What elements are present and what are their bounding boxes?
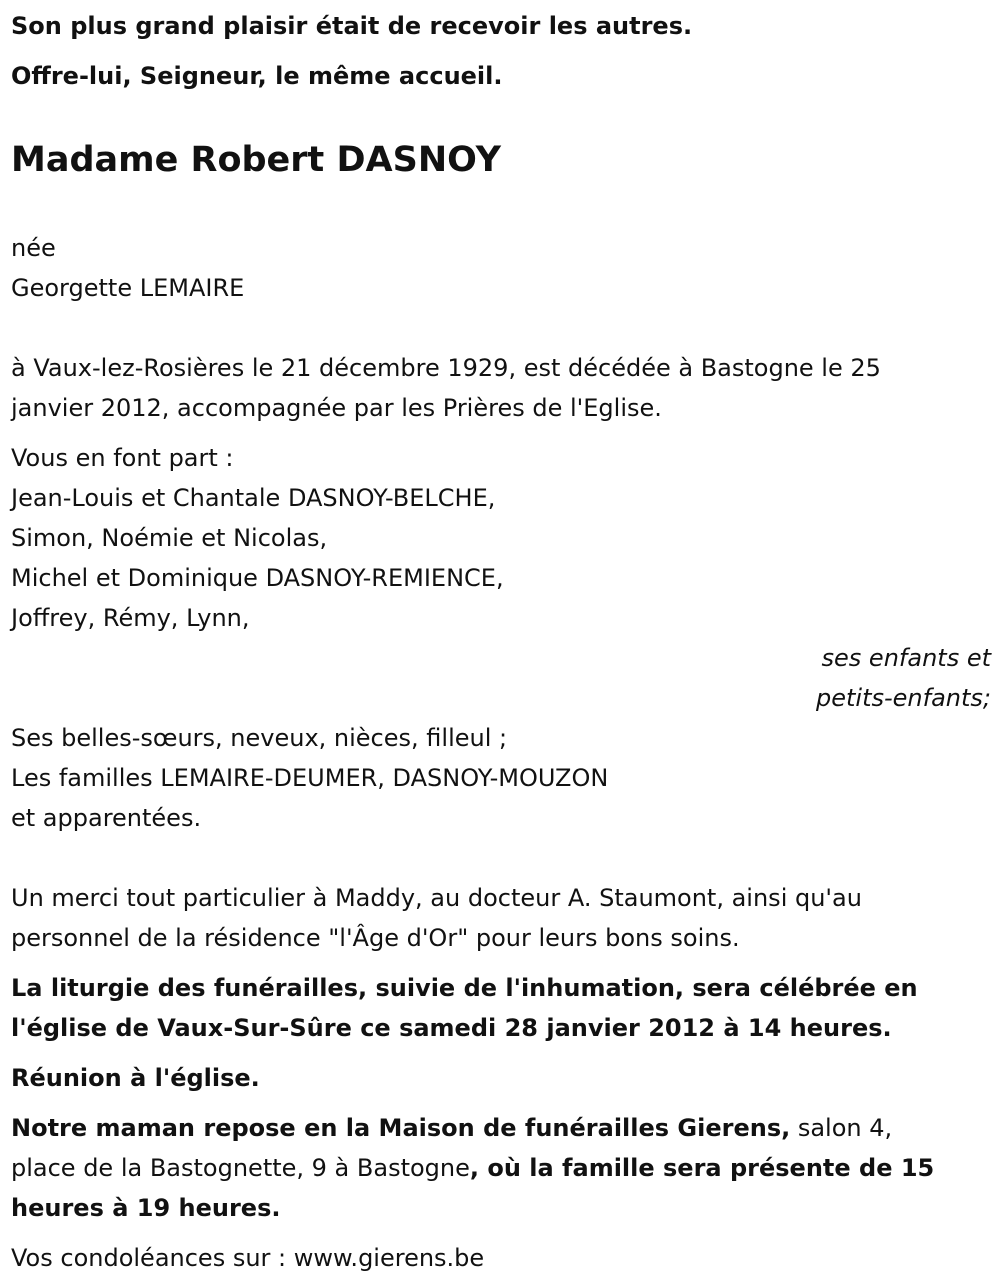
deceased-name: Madame Robert DASNOY <box>11 140 501 180</box>
epigraph-line-1: Son plus grand plaisir était de recevoir les autres. <box>11 12 693 40</box>
epigraph-line-2: Offre-lui, Seigneur, le même accueil. <box>11 62 503 90</box>
relation-line-2: petits-enfants; <box>816 684 991 712</box>
condolences-line: Vos condoléances sur : www.gierens.be <box>11 1244 485 1272</box>
announcement-line-2: janvier 2012, accompagnée par les Prières de l'Eglise. <box>11 394 662 422</box>
funeral-line-1: La liturgie des funérailles, suivie de l'inhumation, sera célébrée en <box>11 974 918 1002</box>
relation-line-1: ses enfants et <box>821 644 991 672</box>
funeral-line-2: l'église de Vaux-Sur-Sûre ce samedi 28 janvier 2012 à 14 heures. <box>11 1014 892 1042</box>
family-member: Jean-Louis et Chantale DASNOY-BELCHE, <box>11 484 496 512</box>
nee-label: née <box>11 234 56 262</box>
family-member: Simon, Noémie et Nicolas, <box>11 524 328 552</box>
other-relatives: et apparentées. <box>11 804 202 832</box>
rest-line-2 <box>11 1148 991 1188</box>
announcement-line-1: à Vaux-lez-Rosières le 21 décembre 1929, est décédée à Bastogne le 25 <box>11 354 881 382</box>
meeting-note: Réunion à l'église. <box>11 1064 260 1092</box>
family-intro: Vous en font part : <box>11 444 234 472</box>
thanks-line-2: personnel de la résidence "l'Âge d'Or" pour leurs bons soins. <box>11 924 740 952</box>
rest-bold-2: , où la famille sera présente de 15 <box>469 1154 935 1182</box>
rest-normal-2: place de la Bastognette, 9 à Bastogne <box>11 1154 470 1182</box>
other-relatives: Les familles LEMAIRE-DEUMER, DASNOY-MOUZON <box>11 764 609 792</box>
other-relatives: Ses belles-sœurs, neveux, nièces, filleul ; <box>11 724 508 752</box>
family-member: Joffrey, Rémy, Lynn, <box>11 604 250 632</box>
thanks-line-1: Un merci tout particulier à Maddy, au docteur A. Staumont, ainsi qu'au <box>11 884 862 912</box>
rest-normal-1: salon 4, <box>790 1114 893 1142</box>
obituary-page <box>11 0 991 1278</box>
rest-line-1 <box>11 1108 991 1148</box>
family-member: Michel et Dominique DASNOY-REMIENCE, <box>11 564 504 592</box>
rest-line-3: heures à 19 heures. <box>11 1194 281 1222</box>
maiden-name: Georgette LEMAIRE <box>11 274 245 302</box>
rest-bold-1: Notre maman repose en la Maison de funérailles Gierens, <box>11 1114 791 1142</box>
